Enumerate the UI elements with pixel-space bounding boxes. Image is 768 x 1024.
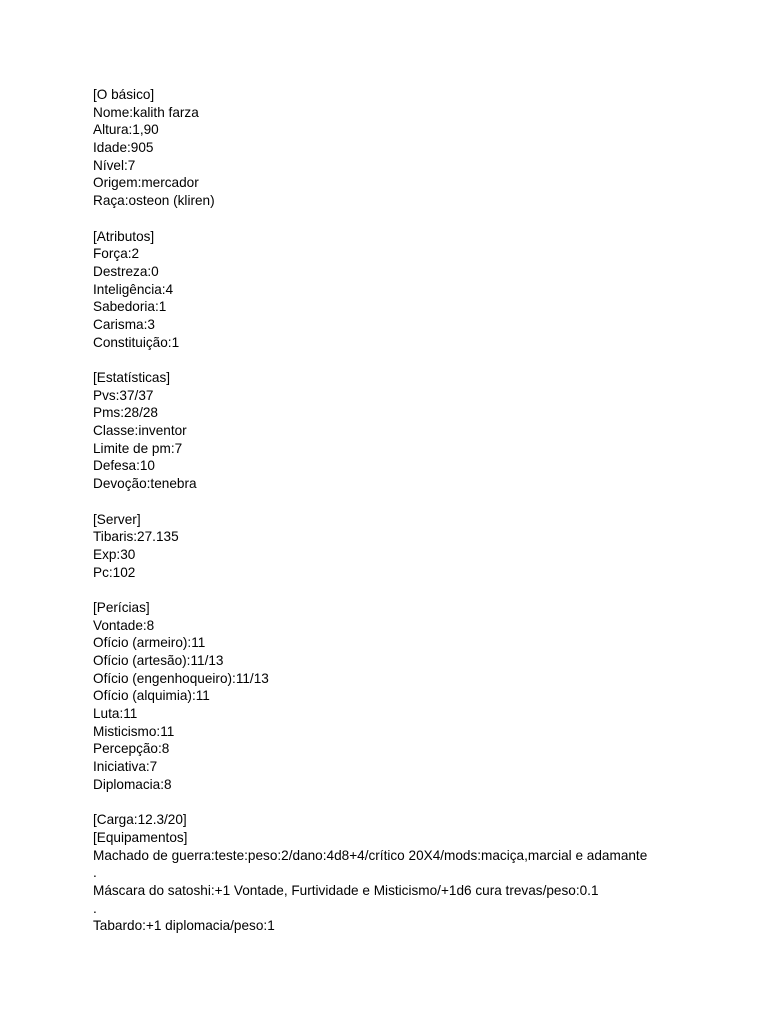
- carga-line: [Carga:12.3/20]: [93, 812, 187, 828]
- text-line: Defesa:10: [93, 458, 155, 474]
- text-line: Inteligência:4: [93, 281, 174, 297]
- text-line: Devoção:tenebra: [93, 476, 197, 492]
- text-line: Diplomacia:8: [93, 776, 172, 792]
- blank-line: [93, 351, 753, 369]
- blank-line: [93, 581, 753, 599]
- section-heading-estatisticas: [Estatísticas]: [93, 370, 171, 385]
- text-line: Classe:inventor: [93, 423, 187, 439]
- text-line: Destreza:0: [93, 263, 159, 279]
- character-sheet-text: [93, 86, 753, 935]
- section-heading-server: [Server]: [93, 511, 141, 527]
- equipment-line: Tabardo:+1 diplomacia/peso:1: [93, 918, 275, 934]
- text-line: Ofício (alquimia):11: [93, 688, 210, 704]
- separator-dot: .: [93, 900, 97, 916]
- text-line: Limite de pm:7: [93, 440, 183, 456]
- text-line: Misticismo:11: [93, 723, 175, 739]
- text-line: Iniciativa:7: [93, 759, 158, 775]
- text-line: Pms:28/28: [93, 405, 158, 421]
- text-line: Nível:7: [93, 157, 136, 173]
- text-line: Tibaris:27.135: [93, 529, 179, 545]
- blank-line: [93, 493, 753, 511]
- text-line: Luta:11: [93, 706, 138, 722]
- blank-line: [93, 210, 753, 228]
- section-heading-basico: [O básico]: [93, 87, 155, 102]
- text-line: Pc:102: [93, 564, 136, 580]
- equipment-line: Machado de guerra:teste:peso:2/dano:4d8+4/crítico 20X4/mods:maciça,marcial e adamante: [93, 847, 648, 863]
- section-heading-pericias: [Perícias]: [93, 599, 150, 615]
- text-line: Força:2: [93, 246, 140, 262]
- text-line: Idade:905: [93, 140, 154, 156]
- text-line: Carisma:3: [93, 316, 155, 332]
- text-line: Ofício (armeiro):11: [93, 635, 206, 651]
- text-line: Pvs:37/37: [93, 387, 154, 403]
- text-line: Altura:1,90: [93, 122, 159, 138]
- text-line: Ofício (engenhoqueiro):11/13: [93, 670, 269, 686]
- text-line: Percepção:8: [93, 741, 170, 757]
- text-line: Vontade:8: [93, 617, 155, 633]
- text-line: Nome:kalith farza: [93, 104, 199, 120]
- blank-line: [93, 794, 753, 812]
- text-line: Constituição:1: [93, 334, 180, 350]
- section-heading-atributos: [Atributos]: [93, 228, 155, 244]
- text-line: Ofício (artesão):11/13: [93, 653, 224, 668]
- equipment-line: Máscara do satoshi:+1 Vontade, Furtividade e Misticismo/+1d6 cura trevas/peso:0.1: [93, 882, 599, 898]
- text-line: Raça:osteon (kliren): [93, 193, 215, 209]
- text-line: Origem:mercador: [93, 175, 199, 191]
- text-line: Sabedoria:1: [93, 299, 167, 315]
- section-heading-equipamentos: [Equipamentos]: [93, 829, 188, 845]
- separator-dot: .: [93, 865, 97, 881]
- text-line: Exp:30: [93, 546, 136, 562]
